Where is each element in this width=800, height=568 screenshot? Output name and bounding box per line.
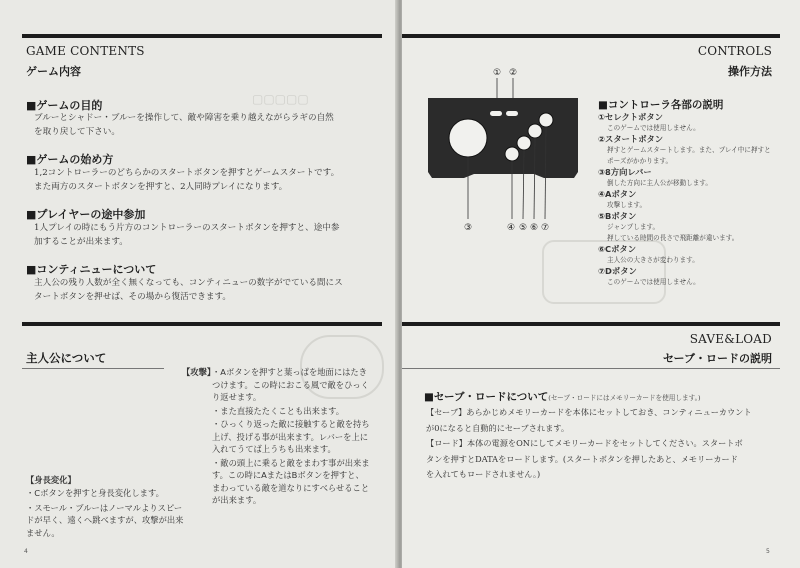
section-title-goal: ■ゲームの目的 [26, 99, 103, 112]
part-name: ②スタートボタン [598, 134, 664, 144]
hero-underline [22, 368, 164, 369]
page-title-jp: 操作方法 [728, 65, 772, 78]
left-page [0, 0, 398, 568]
page-number-right: 5 [766, 548, 770, 555]
section-body-join [34, 221, 394, 249]
attack-list [212, 366, 372, 507]
attack-item: ・また直接たたくことも出来ます。 [212, 405, 345, 416]
part-name: ⑥Cボタン [598, 244, 637, 254]
part-desc: 押すとゲームスタートします。また、プレイ中に押すと [607, 146, 771, 154]
page-title-en: CONTROLS [697, 44, 772, 58]
hero-title: 主人公について [26, 351, 107, 365]
callout-5: ⑤ [519, 223, 528, 232]
text-line: 主人公の残り人数が全く無くなっても、コンティニューの数字がでている間にス [34, 278, 343, 288]
text-line: 【セーブ】あらかじめメモリーカードを本体にセットしておき、コンティニューカウント [426, 407, 752, 417]
a-button-icon [505, 147, 519, 161]
save-title-jp: セーブ・ロードの説明 [662, 352, 772, 365]
part-desc: このゲームでは使用しません。 [607, 278, 700, 286]
part-desc: ポーズがかかります。 [607, 157, 673, 165]
text-line: を入れてもロードされません。) [426, 469, 541, 479]
part-desc: 倒した方向に主人公が移動します。 [607, 179, 712, 187]
attack-label: 【攻撃】 [182, 367, 216, 377]
part-desc: 主人公の大きさが変わります。 [607, 256, 699, 264]
save-heading-note: (セーブ・ロードにはメモリーカードを使用します。) [548, 394, 701, 402]
callout-6: ⑥ [530, 223, 539, 232]
part-desc: このゲームでは使用しません。 [607, 124, 700, 132]
callout-1: ① [493, 68, 502, 78]
text-line: 1,2コントローラーのどちらかのスタートボタンを押すとゲームスタートです。 [34, 168, 340, 178]
show-through-text: ▢▢▢▢▢ [252, 92, 309, 106]
parts-list [598, 112, 788, 288]
d-button-icon [539, 113, 553, 127]
transform-label: 【身長変化】 [26, 475, 76, 485]
transform-item: ・スモール・ブルーはノーマルよりスピードが早く、遠くへ跳べますが、攻撃が出来ません。 [26, 502, 184, 538]
page-title-jp: ゲーム内容 [26, 65, 81, 78]
text-line: また両方のスタートボタンを押すと、2人同時プレイになります。 [34, 182, 288, 192]
c-button-icon [528, 124, 542, 138]
part-desc: ジャンプします。 [607, 223, 660, 231]
section-rule [402, 322, 780, 326]
part-name: ①セレクトボタン [598, 112, 663, 122]
callout-3: ③ [464, 223, 473, 232]
section-title-continue: ■コンティニューについて [26, 263, 157, 276]
transform-item: ・Cボタンを押すと身長変化します。 [26, 488, 164, 498]
text-line: タンを押すとDATAをロードします。(スタートボタンを押したあと、メモリーカード [426, 453, 738, 464]
part-name: ④Aボタン [598, 189, 637, 199]
section-body-continue [34, 276, 394, 304]
right-page [402, 0, 800, 568]
section-title-join: ■プレイヤーの途中参加 [26, 208, 146, 221]
callout-7: ⑦ [541, 223, 550, 232]
part-name: ⑤Bボタン [598, 211, 637, 221]
text-line: を取り戻して下さい。 [34, 127, 120, 137]
part-desc: 押している時間の長さで飛距離が違います。 [607, 234, 739, 242]
save-underline [402, 368, 780, 369]
text-line: ブルーとシャドー・ブルーを操作して、敵や障害を乗り越えながらラギの自然 [34, 113, 334, 123]
text-line: が0になると自動的にセーブされます。 [426, 422, 570, 433]
page-number-left: 4 [24, 548, 28, 555]
section-body-start [34, 166, 394, 194]
select-button-icon [490, 111, 502, 116]
page-title-en: GAME CONTENTS [26, 44, 145, 58]
save-heading [424, 385, 701, 404]
part-desc: 攻撃します。 [607, 201, 647, 209]
attack-item: ・ひっくり返った敵に接触すると敵を持ち上げ、投げる事が出来ます。レバーを上に入れてうてば上うちも出来ます。 [212, 419, 370, 454]
attack-item: ・Aボタンを押すと葉っぱを地面にはたきつけます。この時におこる風で敵をひっくり返せます。 [212, 367, 369, 402]
save-title-en: SAVE&LOAD [689, 332, 772, 346]
start-button-icon [506, 111, 518, 116]
text-line: 【ロード】本体の電源をONにしてメモリーカードをセットしてください。スタートボ [426, 438, 743, 448]
save-body [426, 405, 776, 483]
attack-item: ・敵の頭上に乗ると敵をまわす事が出来ます。この時にAまたはBボタンを押すと、まわっている敵を道なりにすべらせることが出来ます。 [212, 457, 370, 505]
part-name: ③8方向レバー [598, 167, 652, 177]
part-name: ⑦Dボタン [598, 266, 637, 276]
text-line: 加することが出来ます。 [34, 237, 128, 247]
top-rule [22, 34, 382, 38]
b-button-icon [517, 136, 531, 150]
callout-4: ④ [507, 223, 516, 232]
dpad-icon [449, 119, 487, 157]
text-line: 1人プレイの時にもう片方のコントローラーのスタートボタンを押すと、途中参 [34, 223, 340, 233]
section-rule [22, 322, 382, 326]
parts-title: ■コントローラ各部の説明 [598, 99, 724, 111]
section-title-start: ■ゲームの始め方 [26, 153, 114, 166]
transform-list [26, 487, 188, 539]
save-heading-title: ■セーブ・ロードについて [424, 391, 549, 403]
controller-illustration [426, 62, 586, 232]
callout-2: ② [509, 68, 518, 78]
text-line: タートボタンを押せば、その場から復活できます。 [34, 292, 231, 302]
section-body-goal [34, 111, 394, 139]
top-rule [402, 34, 780, 38]
